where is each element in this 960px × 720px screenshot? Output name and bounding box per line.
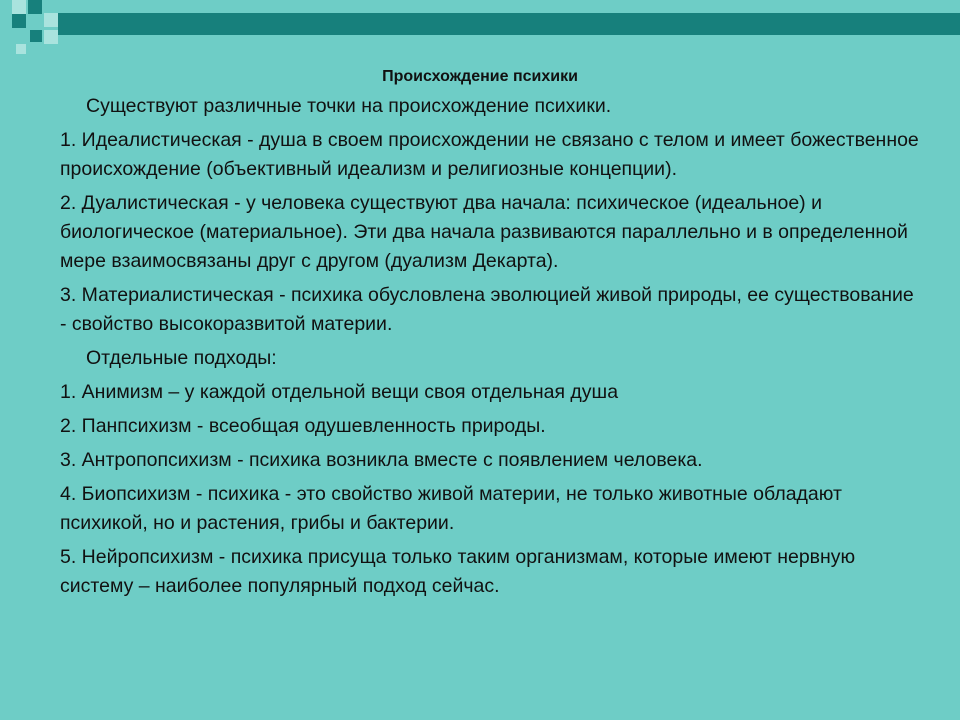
content-paragraph: 3. Антропопсихизм - психика возникла вместе с появлением человека. [60, 449, 703, 471]
content-paragraph: 1. Анимизм – у каждой отдельной вещи своя отдельная душа [60, 381, 619, 403]
content-paragraph: 3. Материалистическая - психика обусловлена эволюцией живой природы, ее существование - свойство высокоразвитой материи. [60, 284, 914, 335]
decor-square [28, 0, 42, 14]
decor-square [44, 30, 58, 44]
decor-square [30, 30, 42, 42]
header-bar [72, 13, 960, 35]
decor-square [58, 13, 72, 35]
content-paragraph: 5. Нейропсихизм - психика присуща только таким организмам, которые имеют нервную систему – наиболее популярный подход сейчас. [60, 546, 856, 597]
decor-square [44, 13, 58, 27]
content-paragraph: 2. Дуалистическая - у человека существуют два начала: психическое (идеальное) и биологическое (материальное). Эти два начала развиваются параллельно и в определенной мере взаимосвязаны друг с другом (дуализм Декарта). [60, 192, 908, 272]
slide-title: Происхождение психики [382, 68, 578, 85]
content-paragraph: 1. Идеалистическая - душа в своем происхождении не связано с телом и имеет божественное происхождение (объективный идеализм и религиозные концепции). [60, 129, 919, 180]
decorative-header [0, 0, 960, 60]
decor-square [16, 44, 26, 54]
content-paragraph: 2. Панпсихизм - всеобщая одушевленность природы. [60, 415, 546, 437]
content-paragraph: 4. Биопсихизм - психика - это свойство живой материи, не только животные обладают психикой, но и растения, грибы и бактерии. [60, 483, 842, 534]
slide-content [60, 92, 920, 606]
decor-square [12, 0, 26, 14]
content-paragraph: Отдельные подходы: [86, 347, 277, 369]
decor-square [12, 14, 26, 28]
content-paragraph: Существуют различные точки на происхождение психики. [86, 95, 612, 117]
